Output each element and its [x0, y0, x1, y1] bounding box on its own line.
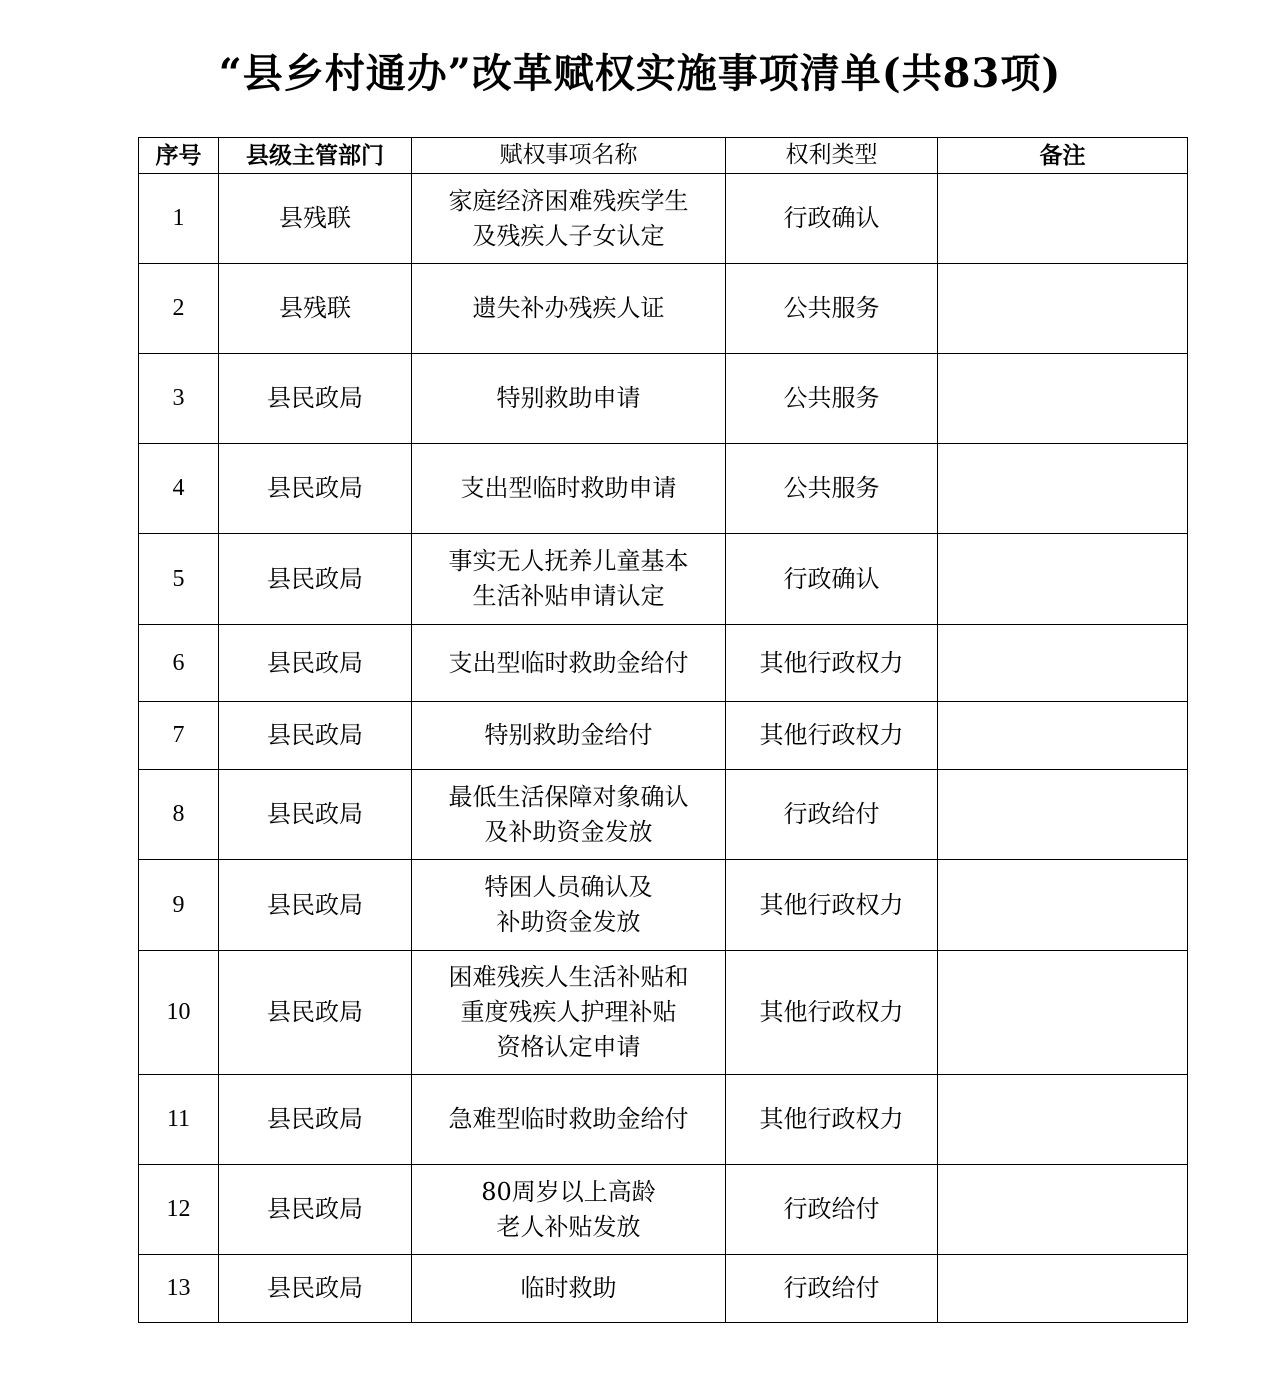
row-dept: 县民政局 [219, 951, 412, 1075]
header-dept: 县级主管部门 [219, 138, 412, 174]
row-dept: 县民政局 [219, 1165, 412, 1255]
row-index: 7 [139, 702, 219, 770]
row-index: 5 [139, 534, 219, 625]
row-item [412, 1165, 726, 1255]
row-remark [938, 860, 1188, 951]
row-dept: 县民政局 [219, 444, 412, 534]
row-type: 其他行政权力 [726, 702, 938, 770]
table-row [139, 770, 1188, 860]
row-item-line: 生活补贴申请认定 [472, 582, 665, 610]
row-dept: 县民政局 [219, 534, 412, 625]
row-index: 8 [139, 770, 219, 860]
row-remark [938, 1255, 1188, 1323]
row-index: 10 [139, 951, 219, 1075]
row-item [412, 444, 726, 534]
row-item-line: 特困人员确认及 [484, 873, 653, 901]
header-index: 序号 [139, 138, 219, 174]
row-item [412, 264, 726, 354]
row-type: 行政给付 [726, 1165, 938, 1255]
row-remark [938, 174, 1188, 264]
row-item-line: 重度残疾人护理补贴 [460, 998, 677, 1026]
table-row [139, 174, 1188, 264]
row-item-line: 特别救助申请 [496, 384, 641, 412]
table-row [139, 702, 1188, 770]
row-remark [938, 534, 1188, 625]
table-body [139, 174, 1188, 1323]
items-table [138, 137, 1188, 1323]
table-row [139, 1075, 1188, 1165]
row-dept: 县民政局 [219, 770, 412, 860]
row-type: 公共服务 [726, 354, 938, 444]
row-remark [938, 444, 1188, 534]
row-type: 其他行政权力 [726, 625, 938, 702]
row-remark [938, 770, 1188, 860]
row-item-line: 困难残疾人生活补贴和 [448, 963, 689, 991]
row-item [412, 625, 726, 702]
row-dept: 县民政局 [219, 860, 412, 951]
table-row [139, 444, 1188, 534]
row-remark [938, 951, 1188, 1075]
table-row [139, 264, 1188, 354]
row-item-line: 及补助资金发放 [484, 817, 653, 846]
row-item [412, 860, 726, 951]
row-item-line: 最低生活保障对象确认 [448, 782, 689, 811]
row-type: 公共服务 [726, 444, 938, 534]
row-remark [938, 264, 1188, 354]
table-header-row [139, 138, 1188, 174]
row-item [412, 770, 726, 860]
table-row [139, 534, 1188, 625]
row-item-line: 老人补贴发放 [496, 1212, 641, 1241]
row-type: 其他行政权力 [726, 1075, 938, 1165]
row-remark [938, 1165, 1188, 1255]
row-dept: 县民政局 [219, 625, 412, 702]
row-index: 9 [139, 860, 219, 951]
row-type: 行政确认 [726, 534, 938, 625]
row-item-line: 资格认定申请 [496, 1033, 641, 1061]
row-type: 其他行政权力 [726, 951, 938, 1075]
row-index: 13 [139, 1255, 219, 1323]
row-remark [938, 1075, 1188, 1165]
row-item [412, 1255, 726, 1323]
row-item-line: 特别救助金给付 [484, 721, 653, 749]
row-dept: 县民政局 [219, 1255, 412, 1323]
row-type: 公共服务 [726, 264, 938, 354]
table-row [139, 1165, 1188, 1255]
header-remark: 备注 [938, 138, 1188, 174]
row-index: 3 [139, 354, 219, 444]
row-item-line: 及残疾人子女认定 [472, 221, 665, 250]
row-item [412, 354, 726, 444]
table-row [139, 1255, 1188, 1323]
row-dept: 县民政局 [219, 702, 412, 770]
table-row [139, 860, 1188, 951]
row-item-line: 支出型临时救助申请 [460, 474, 677, 502]
row-dept: 县民政局 [219, 354, 412, 444]
row-item-line: 支出型临时救助金给付 [448, 648, 689, 677]
row-index: 2 [139, 264, 219, 354]
row-dept: 县残联 [219, 174, 412, 264]
table-row [139, 951, 1188, 1075]
row-remark [938, 702, 1188, 770]
row-item [412, 174, 726, 264]
row-item-line: 事实无人抚养儿童基本 [448, 547, 689, 575]
row-remark [938, 354, 1188, 444]
row-dept: 县残联 [219, 264, 412, 354]
row-index: 1 [139, 174, 219, 264]
row-item-line: 遗失补办残疾人证 [472, 294, 665, 322]
row-item [412, 1075, 726, 1165]
row-type: 行政给付 [726, 770, 938, 860]
table-row [139, 354, 1188, 444]
row-item [412, 702, 726, 770]
row-index: 11 [139, 1075, 219, 1165]
row-item [412, 951, 726, 1075]
row-type: 其他行政权力 [726, 860, 938, 951]
row-item-line: 补助资金发放 [496, 908, 641, 936]
row-item-line: 家庭经济困难残疾学生 [448, 186, 689, 215]
row-type: 行政确认 [726, 174, 938, 264]
row-index: 4 [139, 444, 219, 534]
row-type: 行政给付 [726, 1255, 938, 1323]
row-index: 12 [139, 1165, 219, 1255]
row-item [412, 534, 726, 625]
row-item-line: 80周岁以上高龄 [481, 1177, 656, 1206]
row-item-line: 临时救助 [520, 1274, 617, 1302]
row-dept: 县民政局 [219, 1075, 412, 1165]
row-item-line: 急难型临时救助金给付 [448, 1105, 689, 1133]
row-remark [938, 625, 1188, 702]
header-type: 权利类型 [726, 138, 938, 174]
row-index: 6 [139, 625, 219, 702]
header-item: 赋权事项名称 [412, 138, 726, 174]
page-title: “县乡村通办”改革赋权实施事项清单(共83项) [218, 50, 1062, 97]
table-row [139, 625, 1188, 702]
